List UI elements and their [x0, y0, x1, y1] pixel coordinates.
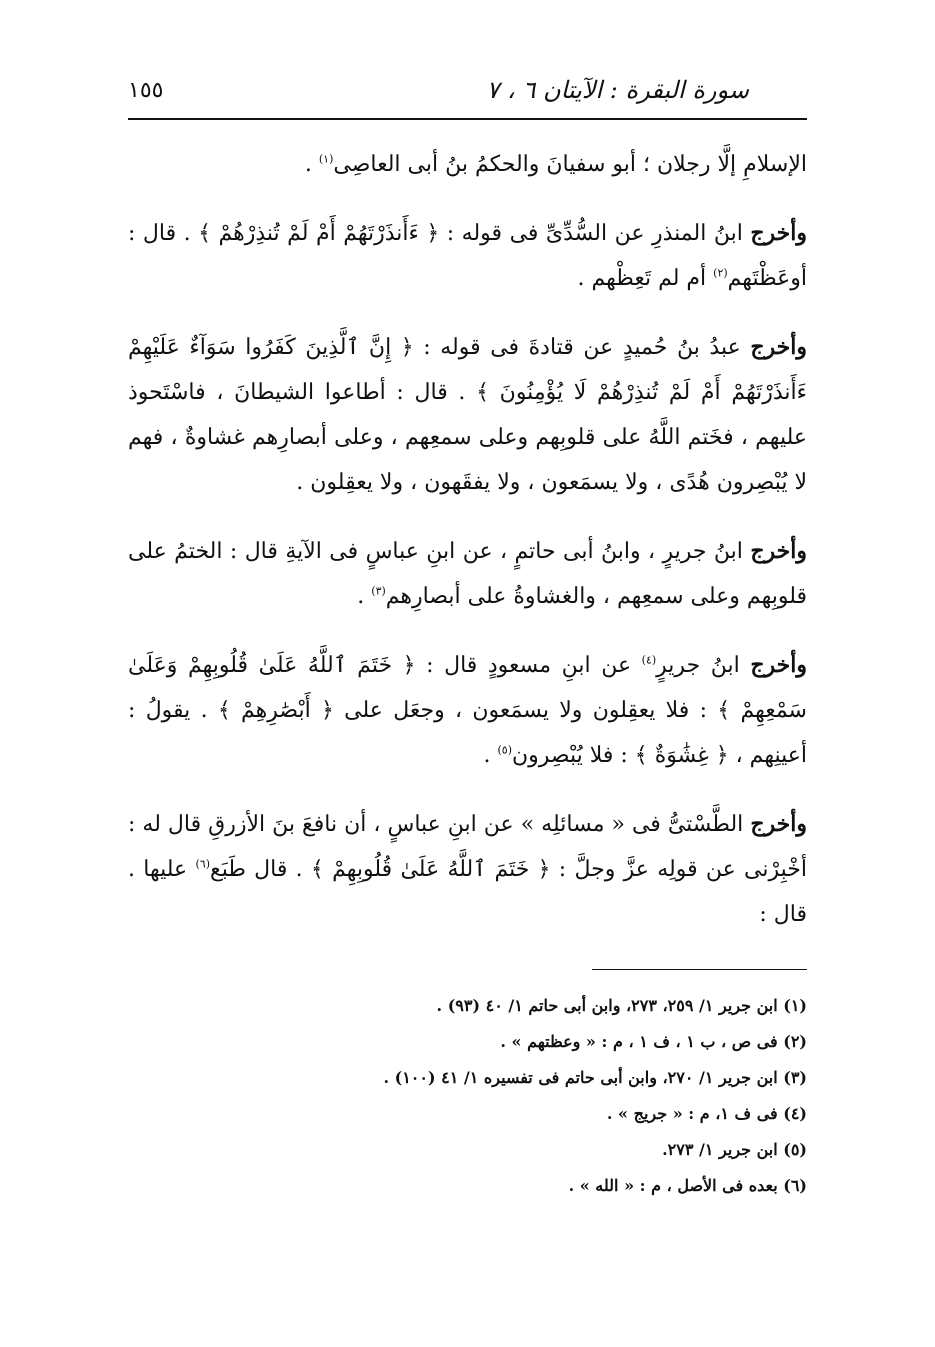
page-number: ١٥٥ — [128, 77, 164, 103]
paragraph: وأخرج ابنُ جريرٍ$^{(٤)}$ عن ابنِ مسعودٍ قال : ﴿ خَتَمَ ٱللَّهُ عَلَىٰ قُلُوبِهِمْ وَعَلَىٰ سَمْعِهِمْ ﴾ : فلا يعقِلون ولا يسمَعون ، وجعَل على ﴿ أَبْصَٰرِهِمْ ﴾ . يقولُ : أعينِهم ، ﴿ غِشَٰوَةٌ ﴾ : فلا يُبْصِرون$^{(٥)}$ . — [128, 652, 807, 768]
page-header — [128, 68, 807, 112]
footnote-separator — [592, 969, 807, 970]
footnote: (٢) فى ص ، ب ١ ، ف ١ ، م : « وعظتهم » . — [500, 1032, 807, 1051]
footnote: (١) ابن جرير ١/ ٢٥٩، ٢٧٣، وابن أبى حاتم ١/ ٤٠ (٩٣) . — [436, 996, 807, 1015]
header-rule — [128, 118, 807, 120]
footnote: (٣) ابن جرير ١/ ٢٧٠، وابن أبى حاتم فى تفسيره ١/ ٤١ (١٠٠) . — [383, 1068, 807, 1087]
footnote: (٤) فى ف ١، م : « جريج » . — [606, 1104, 807, 1123]
footnote-ref: (٣) — [371, 584, 386, 598]
running-title: سورة البقرة : الآيتان ٦ ، ٧ — [486, 76, 749, 104]
paragraph: وأخرج ابنُ جريرٍ ، وابنُ أبى حاتمٍ ، عن ابنِ عباسٍ فى الآيةِ قال : الختمُ على قلوبِهم وعلى سمعِهم ، والغشاوةُ على أبصارِهم$^{(٣)}$ . — [128, 538, 807, 609]
footnote: (٥) ابن جرير ١/ ٢٧٣. — [662, 1140, 807, 1159]
footnotes — [128, 988, 807, 1204]
footnote-ref: (٦) — [195, 857, 210, 871]
footnote-ref: (١) — [318, 152, 334, 166]
footnote-ref: (٤) — [641, 653, 657, 667]
footnote: (٦) بعده فى الأصل ، م : « الله » . — [568, 1176, 807, 1195]
main-text — [128, 142, 807, 961]
footnote-ref: (٥) — [497, 743, 513, 757]
footnote-ref: (٢) — [713, 266, 728, 280]
paragraph: وأخرج ابنُ المنذرِ عن السُّدِّىِّ فى قوله : ﴿ ءَأَنذَرْتَهُمْ أَمْ لَمْ تُنذِرْهُمْ ﴾ . قال : أوعَظْتَهم$^{(٢)}$ أم لم تَعِظْهم . — [128, 220, 807, 291]
paragraph: وأخرج الطَّسْتىُّ فى « مسائلِه » عن ابنِ عباسٍ ، أن نافعَ بنَ الأزرقِ قال له : أخْبِرْنى عن قولِه عزَّ وجلَّ : ﴿ خَتَمَ ٱللَّهُ عَلَىٰ قُلُوبِهِمْ ﴾ . قال طَبَع$^{(٦)}$ عليها . قال : — [128, 811, 808, 927]
paragraph: الإسلامِ إلَّا رجلان ؛ أبو سفيانَ والحكمُ بنُ أبى العاصِى$^{(١)}$ . — [304, 152, 807, 177]
paragraph: وأخرج عبدُ بنُ حُميدٍ عن قتادةَ فى قوله : ﴿ إِنَّ ٱلَّذِينَ كَفَرُوا سَوَآءٌ عَلَيْهِمْ ءَأَنذَرْتَهُمْ أَمْ لَمْ تُنذِرْهُمْ لَا يُؤْمِنُونَ ﴾ . قال : أطاعوا الشيطانَ ، فاسْتَحوذ عليهم ، فخَتم اللَّهُ على قلوبِهم وعلى سمعِهم ، وعلى أبصارِهم غشاوةٌ ، فهم لا يُبْصِرون هُدًى ، ولا يسمَعون ، ولا يفقَهون ، ولا يعقِلون . — [128, 334, 807, 495]
